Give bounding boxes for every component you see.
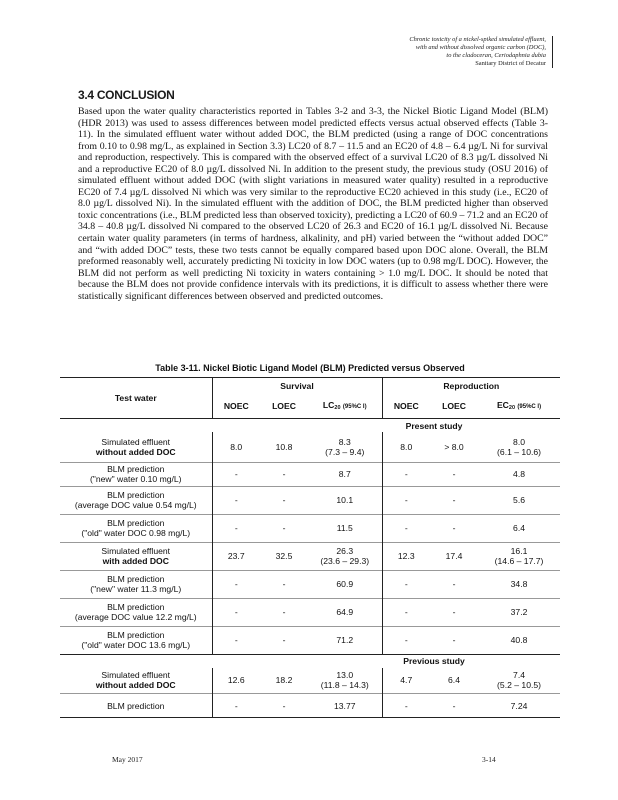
table-cell [430,570,478,598]
header-line: to the cladoceran, Ceriodaphnia dubia [446,52,546,59]
table-cell [308,626,382,654]
test-water-detail: (average DOC value 12.2 mg/L) [74,612,197,622]
cell-value: - [282,469,286,479]
table-cell [382,486,430,514]
table-cell [260,462,308,486]
cell-value: > 8.0 [444,441,464,452]
cell-value: - [282,579,286,589]
cell-value: 8.0 [230,441,243,452]
group-header-survival: Survival [212,378,382,395]
cell-value: 37.2 [510,607,528,617]
header-organization: Sanitary District of Decatur [475,60,546,67]
col-header-lc20: $LC_{20}$ (95%C I) [322,399,367,411]
cell-value: 23.7 [227,551,245,561]
cell-confidence-interval: (14.6 – 17.7) [494,556,544,566]
col-header-noec: NOEC [212,394,260,419]
col-header-loec: LOEC [272,401,296,411]
cell-value: 26.3 [336,546,354,556]
footer-date: May 2017 [112,755,143,764]
table-row [60,570,560,598]
cell-value: 10.1 [336,495,354,505]
table-row [60,626,560,654]
test-water-detail: ("old" water DOC 0.98 mg/L) [81,528,191,538]
cell-value: - [452,635,456,645]
group-header-reproduction: Reproduction [382,378,560,395]
test-water-name: Simulated effluent [101,546,171,556]
table-cell [430,668,478,694]
table-cell [212,542,260,570]
table-cell [260,598,308,626]
table-cell [212,462,260,486]
cell-value: - [452,579,456,589]
test-water-cell [60,626,212,654]
cell-value: - [234,469,238,479]
cell-value: 16.1 [510,546,528,556]
cell-value: - [404,607,408,617]
cell-value: - [452,523,456,533]
table-cell [308,668,382,694]
cell-value: - [452,607,456,617]
table-cell [308,514,382,542]
test-water-name: BLM prediction [107,464,165,474]
footer-page-number: 3-14 [482,755,496,764]
col-header-loec: LOEC [442,401,466,411]
table-section-row [60,419,560,433]
cell-value: 4.7 [400,675,413,686]
blm-comparison-table [60,377,560,718]
cell-value: - [404,469,408,479]
table-title: Table 3-11. Nickel Biotic Ligand Model (BLM) Predicted versus Observed [155,363,465,373]
cell-value: - [234,579,238,589]
table-cell [478,694,560,718]
table-cell [382,432,430,462]
table-cell [308,570,382,598]
table-cell [430,694,478,718]
test-water-cell [60,462,212,486]
test-water-cell [60,486,212,514]
table-cell [212,570,260,598]
cell-value: - [234,635,238,645]
table-row [60,462,560,486]
header-line: Chronic toxicity of a nickel-spiked simulated effluent, [409,36,546,43]
table-cell [260,486,308,514]
table-cell [478,462,560,486]
table-cell [260,668,308,694]
cell-value: - [404,579,408,589]
table-cell [308,432,382,462]
cell-value: - [234,495,238,505]
table-cell [212,598,260,626]
table-cell [382,462,430,486]
cell-value: 8.7 [338,469,351,479]
test-water-detail: without added DOC [95,446,176,457]
section-label: Present study [308,419,560,433]
test-water-cell [60,570,212,598]
table-cell [430,486,478,514]
table-cell [308,462,382,486]
table-cell [430,432,478,462]
cell-value: - [282,607,286,617]
table-cell [308,694,382,718]
test-water-name: BLM prediction [107,630,165,640]
test-water-detail: ("old" water DOC 13.6 mg/L) [81,640,191,650]
table-cell [308,486,382,514]
table-cell [212,668,260,694]
cell-value: 10.8 [275,441,293,452]
table-cell [308,542,382,570]
table-cell [212,514,260,542]
test-water-detail: ("new" water 11.3 mg/L) [90,584,182,594]
col-header-ec20: $EC_{20}$ (95%C I) [496,399,542,411]
cell-value: 40.8 [510,635,528,645]
table-cell [430,626,478,654]
table-cell [382,668,430,694]
test-water-name: BLM prediction [107,602,165,612]
table-cell [382,542,430,570]
table-cell [212,626,260,654]
table-cell [478,542,560,570]
cell-value: - [404,523,408,533]
cell-value: 13.0 [336,670,354,681]
test-water-name: BLM prediction [107,518,165,528]
test-water-name: BLM prediction [107,490,165,500]
table-cell [478,432,560,462]
cell-value: - [452,469,456,479]
cell-value: - [282,635,286,645]
section-label: Previous study [308,654,560,668]
table-row [60,668,560,694]
cell-value: 8.0 [400,441,413,452]
table-row [60,542,560,570]
cell-value: 71.2 [336,635,354,645]
table-cell [478,514,560,542]
table-cell [212,432,260,462]
table-cell [260,432,308,462]
table-cell [382,570,430,598]
table-cell [430,514,478,542]
cell-value: 17.4 [445,551,463,561]
cell-value: - [282,700,286,711]
test-water-name: Simulated effluent [101,436,171,447]
test-water-detail: ("new" water 0.10 mg/L) [89,474,182,484]
cell-confidence-interval: (11.8 – 14.3) [320,680,369,691]
table-cell [260,694,308,718]
table-cell [478,570,560,598]
table-row [60,514,560,542]
table-row [60,694,560,718]
table-cell [260,542,308,570]
cell-value: 8.3 [338,436,351,447]
table-section-row [60,654,560,668]
table-group-header [60,378,560,395]
cell-confidence-interval: (7.3 – 9.4) [325,446,365,457]
cell-value: 34.8 [510,579,528,589]
table-row [60,486,560,514]
test-water-cell [60,598,212,626]
test-water-detail: (average DOC value 0.54 mg/L) [74,500,197,510]
cell-value: 18.2 [275,675,293,686]
cell-value: - [234,523,238,533]
cell-value: - [234,607,238,617]
table-row [60,598,560,626]
cell-value: 8.0 [513,436,525,447]
table-cell [382,598,430,626]
cell-value: 6.4 [513,523,525,533]
table-cell [478,486,560,514]
section-row-spacer [60,654,308,668]
test-water-cell [60,432,212,462]
test-water-cell [60,542,212,570]
table-cell [308,598,382,626]
cell-value: 60.9 [336,579,354,589]
table-cell [478,598,560,626]
test-water-name: BLM prediction [107,574,165,584]
cell-value: - [404,700,408,711]
table-cell [478,626,560,654]
cell-value: - [282,523,286,533]
test-water-cell [60,514,212,542]
cell-value: 6.4 [448,675,460,686]
cell-value: 13.77 [334,700,356,711]
table-cell [260,514,308,542]
cell-value: - [452,700,456,711]
cell-value: 12.6 [227,675,245,686]
cell-confidence-interval: (5.2 – 10.5) [497,680,541,691]
table-cell [382,626,430,654]
table-cell [430,542,478,570]
cell-value: 4.8 [513,469,525,479]
header-line: with and without dissolved organic carbon (DOC), [415,44,546,51]
test-water-name: BLM prediction [107,700,165,711]
cell-value: 64.9 [336,607,354,617]
test-water-name: Simulated effluent [101,670,171,681]
cell-value: 12.3 [397,551,415,561]
cell-value: - [404,495,408,505]
running-header [286,36,553,68]
table-row [60,432,560,462]
cell-value: 7.4 [513,670,525,681]
cell-value: 32.5 [275,551,293,561]
test-water-detail: without added DOC [95,680,176,691]
cell-value: 11.5 [336,523,353,533]
table-cell [478,668,560,694]
table-cell [212,694,260,718]
col-header-noec: NOEC [382,394,430,419]
col-header-test-water: Test water [60,378,212,419]
section-row-spacer [60,419,308,433]
table-cell [430,462,478,486]
table-cell [260,570,308,598]
cell-confidence-interval: (23.6 – 29.3) [320,556,370,566]
cell-value: - [234,700,238,711]
table-cell [430,598,478,626]
cell-value: - [452,495,456,505]
table-cell [382,694,430,718]
cell-value: 7.24 [510,700,528,711]
section-heading: 3.4 CONCLUSION [78,88,175,102]
conclusion-paragraph: Based upon the water quality characteristics reported in Tables 3-2 and 3-3, the Nickel Biotic Ligand Model (BLM) (HDR 2013) was used to assess differences between model predicted effects versus actual observed effects (Table 3-11). In the simulated effluent water without added DOC, the BLM predicted (using a range of DOC concentrations from 0.10 to 0.98 mg/L, as explained in Section 3.3) LC20 of 8.7 – 11.5 and an EC20 of 4.8 – 6.4 µg/L Ni for survival and reproduction, respectively. This is compared with the observed effect of a survival LC20 of 8.3 µg/L dissolved Ni and a reproductive EC20 of 8.0 µg/L dissolved Ni. In addition to the present study, the previous study (OSU 2016) of simulated effluent without added DOC (with slight variations in measured water quality) resulted in a reproductive EC20 of 7.4 µg/L dissolved Ni which was very similar to the reproductive EC20 achieved in this study (i.e., EC20 of 8.0 µg/L dissolved Ni). In the simulated effluent with the addition of DOC, the BLM predicted higher than observed toxic concentrations (i.e., BLM predicted less than observed toxicity), predicting a LC20 of 60.9 – 71.2 and an EC20 of 34.8 – 40.8 µg/L dissolved Ni compared to the observed LC20 of 26.3 and EC20 of 16.1 µg/L dissolved Ni. Because certain water quality parameters (in terms of hardness, alkalinity, and pH) varied between the “without added DOC” and “with added DOC” tests, these two tests cannot be equally compared based upon DOC alone. Overall, the BLM preformed reasonably well, accurately predicting Ni toxicity in low DOC waters (up to 0.98 mg/L DOC). However, the BLM did not perform as well predicting Ni toxicity in waters containing > 1.0 mg/L DOC. It should be noted that because the BLM does not provide confidence intervals with its predictions, it is difficult to assess whether there were statistically significant differences between observed and predicted outcomes. [78,106,548,302]
cell-value: 5.6 [513,495,525,505]
cell-value: - [282,495,286,505]
cell-value: - [404,635,408,645]
cell-confidence-interval: (6.1 – 10.6) [497,446,541,457]
table-cell [260,626,308,654]
table-cell [212,486,260,514]
test-water-cell [60,694,212,718]
test-water-cell [60,668,212,694]
table-cell [382,514,430,542]
test-water-detail: with added DOC [102,556,169,566]
